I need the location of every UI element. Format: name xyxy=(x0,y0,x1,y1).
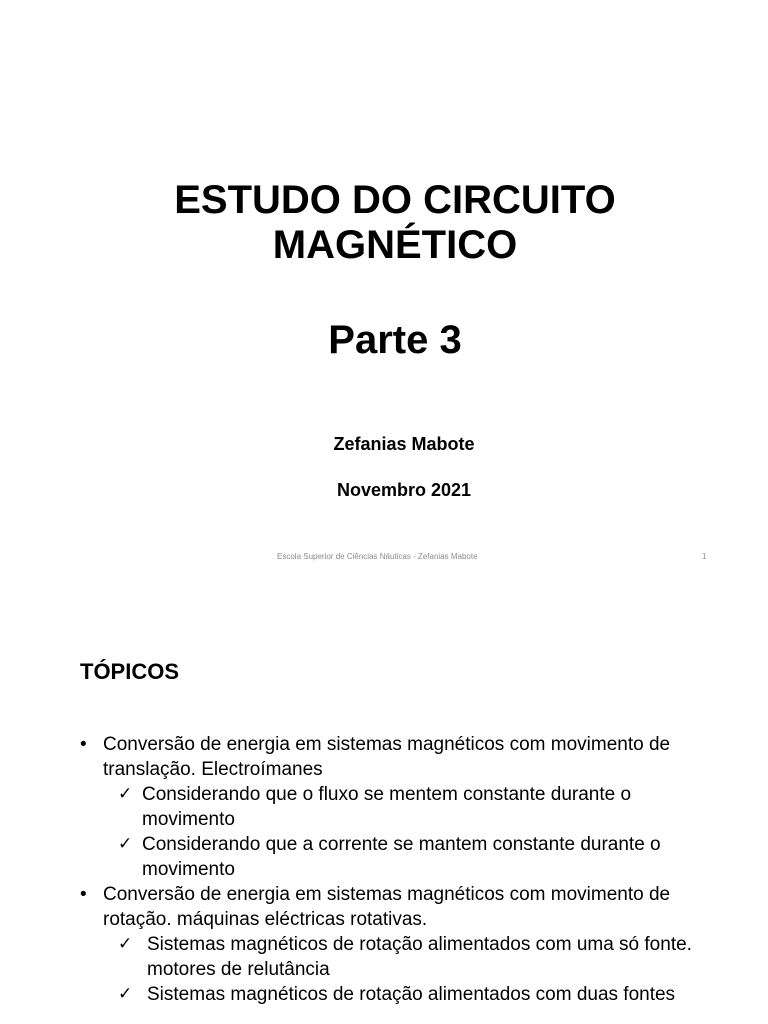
topic-text: Conversão de energia em sistemas magnéticos com movimento de rotação. máquinas eléctricas rotativas. xyxy=(103,884,671,930)
subtopic-text: Sistemas magnéticos de rotação alimentados com duas fontes xyxy=(147,984,676,1005)
topic-item xyxy=(0,732,768,782)
author-name: Zefanias Mabote xyxy=(333,434,475,454)
presentation-date: Novembro 2021 xyxy=(336,480,472,500)
topics-list xyxy=(0,732,768,1007)
slide-title-line-1: ESTUDO DO CIRCUITO xyxy=(174,178,616,222)
check-icon: ✓ xyxy=(118,784,133,804)
subtopic-item xyxy=(0,982,768,1007)
topic-text: Conversão de energia em sistemas magnéticos com movimento de translação. Electroímanes xyxy=(103,734,671,780)
check-icon: ✓ xyxy=(118,934,133,954)
part-label: Parte 3 xyxy=(328,318,462,362)
subtopic-text: Considerando que a corrente se mantem constante durante o movimento xyxy=(142,834,661,880)
bullet-icon: • xyxy=(80,734,87,755)
subtopic-item xyxy=(0,782,768,832)
bullet-icon: • xyxy=(80,884,87,905)
check-icon: ✓ xyxy=(118,984,133,1004)
slide-title-line-2: MAGNÉTICO xyxy=(272,223,518,267)
check-icon: ✓ xyxy=(118,834,133,854)
subtopic-text: Sistemas magnéticos de rotação alimentados com uma só fonte. motores de relutância xyxy=(147,934,692,980)
topics-heading: TÓPICOS xyxy=(80,659,180,684)
page-number: 1 xyxy=(702,552,707,561)
subtopic-item xyxy=(0,832,768,882)
slide-title xyxy=(0,178,768,268)
topic-item xyxy=(0,882,768,932)
subtopic-item xyxy=(0,932,768,982)
subtopic-text: Considerando que o fluxo se mentem constante durante o movimento xyxy=(142,784,632,830)
slide-footer: Escola Superior de Ciências Náuticas - Zefanias Mabote xyxy=(277,552,478,561)
